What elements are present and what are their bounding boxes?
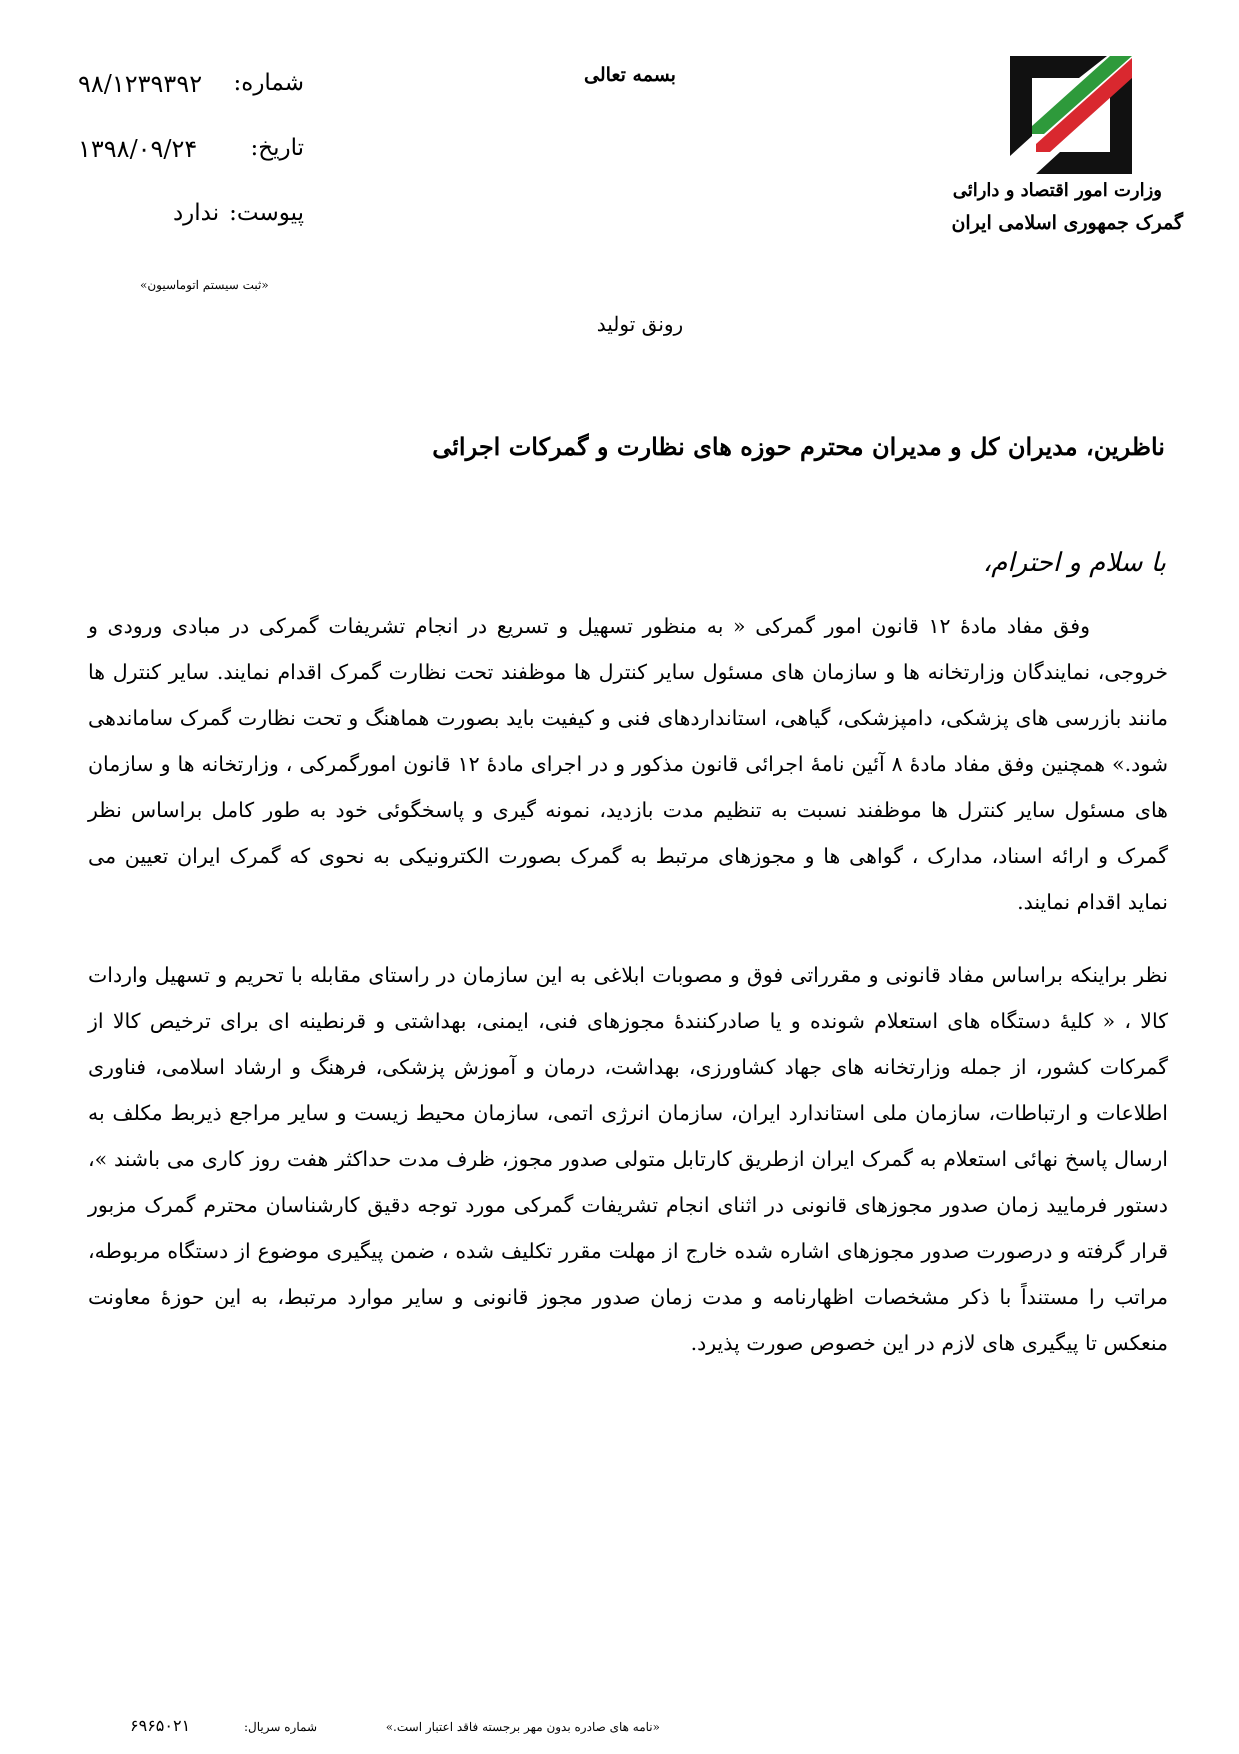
automation-registration-note: «ثبت سیستم اتوماسیون» xyxy=(140,278,269,292)
attachment-value: ندارد xyxy=(172,200,220,226)
carbon-copy-line: رونق تولید xyxy=(596,312,684,336)
letter-number-value: ۹۸/۱۲۳۹۳۹۲ xyxy=(78,70,203,98)
letter-attachment-row xyxy=(78,200,304,226)
letter-number-row xyxy=(78,70,304,98)
serial-number-label: شماره سریال: xyxy=(244,1720,317,1734)
attachment-label: پیوست: xyxy=(229,200,304,226)
letter-paragraph-2: نظر براینکه براساس مفاد قانونی و مقرراتی فوق و مصوبات ابلاغی به این سازمان در راستای مقابله با تحریم و تسهیل واردات کالا ، « کلیهٔ دستگاه های استعلام شونده و یا صادرکنندهٔ مجوزهای فنی، ایمنی، بهداشتی و قرنطینه ای برای ترخیص کالا از گمرکات کشور، از جمله وزارتخانه های جهاد کشاورزی، بهداشت، درمان و آموزش پزشکی، فرهنگ و ارشاد اسلامی، فناوری اطلاعات و ارتباطات، سازمان ملی استاندارد ایران، سازمان انرژی اتمی، سازمان محیط زیست و سایر مراجع ذیربط مکلف به ارسال پاسخ نهائی استعلام به گمرک ایران ازطریق کارتابل متولی صدور مجوز، ظرف مدت حداکثر هفت روز کاری می باشند »، دستور فرمایید زمان صدور مجوزهای قانونی در اثنای انجام تشریفات گمرکی مورد توجه دقیق کارشناسان محترم گمرک مزبور قرار گرفته و درصورت صدور مجوزهای اشاره شده خارج از مهلت مقرر تکلیف شده ، ضمن پیگیری موضوع از دستگاه مربوطه، مراتب را مستنداً با ذکر مشخصات اظهارنامه و مدت زمان صدور مجوز قانونی و سایر موارد مرتبط، به این حوزهٔ معاونت منعکس تا پیگیری های لازم در این خصوص صورت پذیرد. xyxy=(88,963,1168,1355)
footer-validity-note: «نامه های صادره بدون مهر برجسته فاقد اعتبار است.» xyxy=(385,1720,660,1734)
letter-addressee: ناظرین، مدیران کل و مدیران محترم حوزه های نظارت و گمرکات اجرائی xyxy=(432,432,1165,461)
letter-date-row xyxy=(78,135,304,163)
letter-date-label: تاریخ: xyxy=(250,135,304,161)
basmala-heading: بسمه تعالی xyxy=(584,64,676,86)
customs-logo-icon xyxy=(1010,56,1132,174)
serial-number-value: ۶۹۶۵۰۲۱ xyxy=(130,1716,191,1735)
letter-number-label: شماره: xyxy=(233,70,304,96)
letter-greeting: با سلام و احترام، xyxy=(982,548,1166,578)
letter-date-value: ۱۳۹۸/۰۹/۲۴ xyxy=(78,135,198,163)
letter-paragraph-1: وفق مفاد مادهٔ ۱۲ قانون امور گمرکی « به منظور تسهیل و تسریع در انجام تشریفات گمرکی در مبادی ورودی و خروجی، نمایندگان وزارتخانه ها و سازمان های مسئول سایر کنترل ها موظفند تحت نظارت گمرک اقدام نمایند. سایر کنترل ها مانند بازرسی های پزشکی، دامپزشکی، گیاهی، استانداردهای فنی و کیفیت باید بصورت هماهنگ و تحت نظارت گمرک ساماندهی شود.» همچنین وفق مفاد مادهٔ ۸ آئین نامهٔ اجرائی قانون مذکور و در اجرای مادهٔ ۱۲ قانون امورگمرکی ، وزارتخانه ها و سازمان های مسئول سایر کنترل ها موظفند نسبت به تنظیم مدت بازدید، نمونه گیری و پاسخگوئی خود به طور کامل براساس نظر گمرک و ارائه اسناد، مدارک ، گواهی ها و مجوزهای مرتبط به گمرک بصورت الکترونیکی به نحوی که گمرک ایران تعیین می نماید اقدام نمایند. xyxy=(88,614,1168,914)
ministry-name: وزارت امور اقتصاد و دارائی xyxy=(952,180,1162,201)
customs-name: گمرک جمهوری اسلامی ایران xyxy=(951,212,1183,234)
